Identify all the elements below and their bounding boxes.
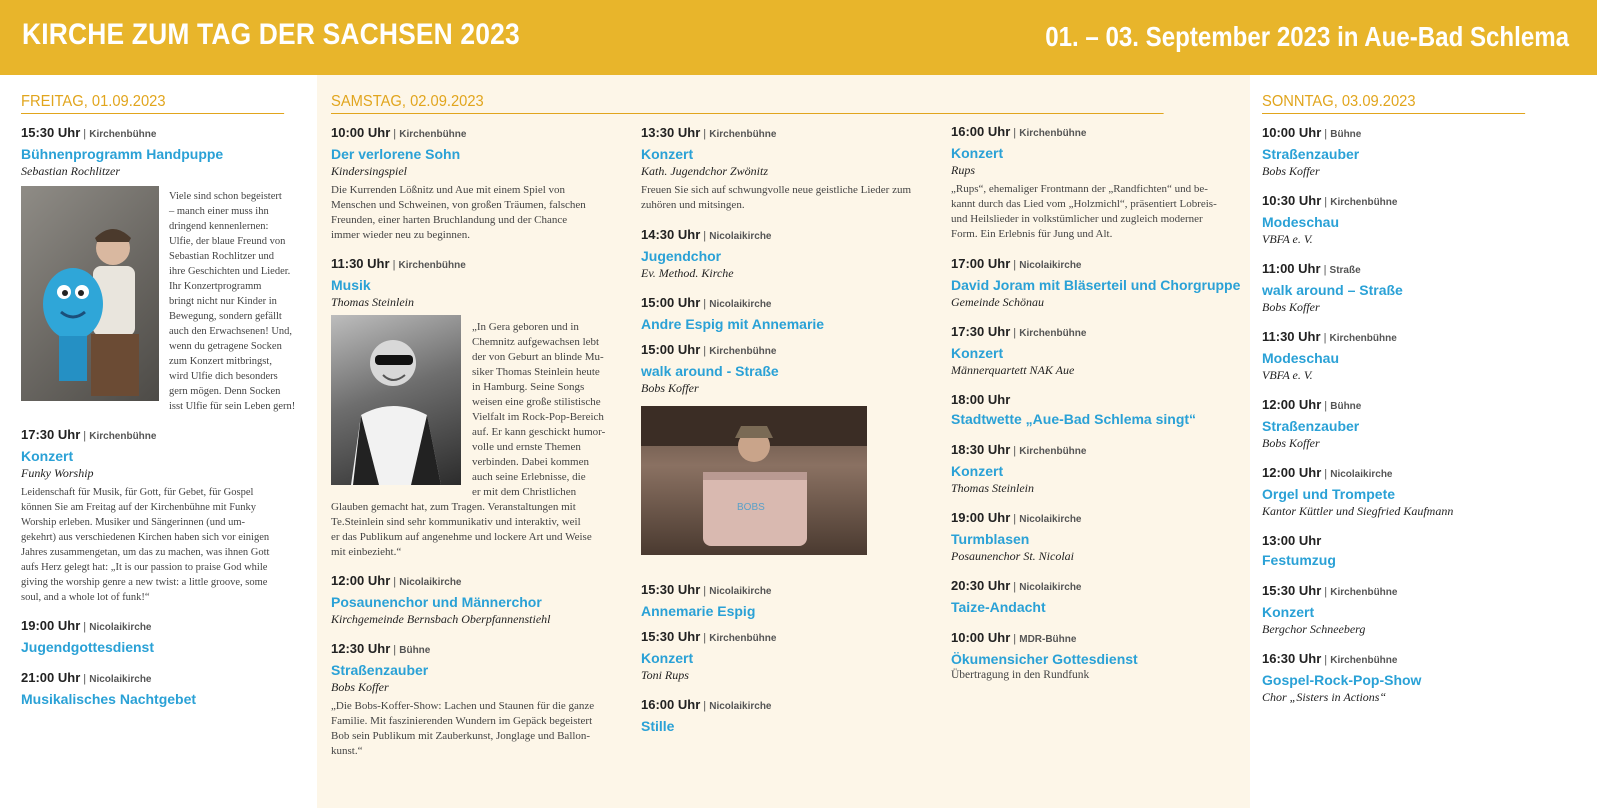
- venue-label: Nicolaikirche: [1330, 469, 1393, 480]
- page-title: KIRCHE ZUM TAG DER SACHSEN 2023: [22, 18, 520, 51]
- venue-separator: |: [390, 128, 400, 140]
- time-value: 20:30 Uhr: [951, 578, 1011, 593]
- venue-label: MDR-Bühne: [1019, 634, 1077, 645]
- event-title: Konzert: [641, 146, 694, 162]
- day-heading-sunday: SONNTAG, 03.09.2023: [1262, 93, 1525, 114]
- event-title: Musikalisches Nachtgebet: [21, 691, 197, 707]
- event-title: Stille: [641, 718, 675, 734]
- time-value: 12:30 Uhr: [331, 641, 391, 656]
- event-time: [951, 123, 1236, 142]
- event-entry: [641, 628, 931, 683]
- event-description: [169, 189, 307, 414]
- venue-separator: |: [700, 632, 710, 644]
- event-entry: [1262, 464, 1548, 519]
- description-line: immer wieder neu zu beginnen.: [331, 229, 470, 241]
- venue-separator: |: [1010, 513, 1020, 525]
- description-line: dringend kennenlernen:: [169, 221, 269, 232]
- description-line: Chemnitz aufgewachsen lebt: [472, 336, 600, 348]
- event-time: [1262, 396, 1548, 415]
- time-value: 11:30 Uhr: [331, 256, 390, 271]
- event-title: Posaunenchor und Männerchor: [331, 594, 542, 610]
- description-line: ihre Geschichten und Lieder.: [169, 266, 291, 277]
- description-line: Bob sein Publikum mit Zauberkunst, Jonglage und Ballon-: [331, 730, 591, 742]
- description-line: Glauben gemacht hat, zum Tragen. Veranstaltungen mit: [331, 501, 576, 513]
- event-performer: Bobs Koffer: [1262, 164, 1320, 178]
- event-description: [472, 320, 611, 500]
- event-title: Musik: [331, 277, 371, 293]
- time-value: 17:30 Uhr: [951, 324, 1011, 339]
- description-line: Worship erleben. Musiker und Sängerinnen (und um-: [21, 517, 245, 528]
- event-title: Andre Espig mit Annemarie: [641, 316, 825, 332]
- event-time: [951, 509, 1236, 528]
- event-description: [951, 182, 1236, 242]
- venue-separator: |: [700, 230, 710, 242]
- event-description: [21, 485, 307, 605]
- venue-label: Nicolaikirche: [399, 577, 462, 588]
- event-entry: [641, 124, 931, 213]
- description-line: Menschen und Schweinen, von großen Träumen, falschen: [331, 199, 586, 211]
- event-description: [331, 183, 611, 243]
- description-line: Ihr Konzertprogramm: [169, 281, 262, 292]
- description-line: Freunden, einer harten Bruchlandung und der Chance: [331, 214, 568, 226]
- event-entry: [641, 341, 931, 396]
- time-value: 18:30 Uhr: [951, 442, 1011, 457]
- venue-label: Kirchenbühne: [709, 129, 777, 140]
- event-entry: [1262, 532, 1548, 569]
- description-line: Form. Ein Erlebnis für Jung und Alt.: [951, 228, 1113, 240]
- event-title: David Joram mit Bläserteil und Chorgruppe: [951, 277, 1241, 293]
- event-time: [21, 617, 307, 636]
- event-performer: Gemeinde Schönau: [951, 295, 1044, 309]
- event-entry: [951, 441, 1236, 496]
- venue-separator: |: [700, 298, 710, 310]
- description-line: er das Publikum auf angenehme und lockere Art und Weise: [331, 531, 592, 543]
- time-value: 11:30 Uhr: [1262, 329, 1321, 344]
- description-line: Leidenschaft für Musik, für Gott, für Gebet, für Gospel: [21, 487, 254, 498]
- venue-label: Kirchenbühne: [1019, 446, 1087, 457]
- venue-separator: |: [390, 576, 400, 588]
- time-value: 10:00 Uhr: [1262, 125, 1322, 140]
- event-title: Straßenzauber: [1262, 146, 1360, 162]
- description-line: mit einbezieht.“: [331, 546, 402, 558]
- venue-separator: |: [1010, 259, 1020, 271]
- venue-separator: |: [1321, 468, 1331, 480]
- venue-separator: |: [1320, 332, 1330, 344]
- time-value: 15:30 Uhr: [641, 629, 701, 644]
- venue-separator: |: [700, 345, 710, 357]
- event-title: Modeschau: [1262, 350, 1340, 366]
- event-title: Jugendchor: [641, 248, 722, 264]
- time-value: 14:30 Uhr: [641, 227, 701, 242]
- event-time: [641, 581, 931, 600]
- venue-label: Kirchenbühne: [1330, 655, 1398, 666]
- event-time: [951, 629, 1236, 648]
- event-time: [641, 124, 931, 143]
- time-value: 12:00 Uhr: [331, 573, 391, 588]
- description-line: isst Ulfie für sein Leben gern!: [169, 401, 296, 412]
- event-performer: Bergchor Schneeberg: [1262, 622, 1366, 636]
- event-entry: [1262, 124, 1548, 179]
- description-line: der von Geburt an blinde Mu-: [472, 351, 604, 363]
- event-entry: [21, 426, 307, 605]
- event-title: walk around – Straße: [1262, 282, 1403, 298]
- time-value: 13:30 Uhr: [641, 125, 701, 140]
- description-line: er mit dem Christlichen: [472, 486, 577, 498]
- time-value: 21:00 Uhr: [21, 670, 81, 685]
- venue-separator: |: [1010, 445, 1020, 457]
- event-entry: [331, 572, 611, 627]
- event-performer: Toni Rups: [641, 668, 689, 682]
- venue-label: Bühne: [399, 645, 431, 656]
- time-value: 15:30 Uhr: [21, 125, 81, 140]
- event-time: [1262, 582, 1548, 601]
- event-time: [21, 124, 307, 143]
- venue-separator: |: [1321, 654, 1331, 666]
- time-value: 10:30 Uhr: [1262, 193, 1322, 208]
- event-entry: [331, 124, 611, 243]
- event-time: [1262, 192, 1548, 211]
- event-entry: [951, 255, 1241, 310]
- event-title: Konzert: [641, 650, 694, 666]
- time-value: 15:30 Uhr: [1262, 583, 1322, 598]
- event-performer: Ev. Method. Kirche: [641, 266, 734, 280]
- venue-label: Straße: [1329, 265, 1361, 276]
- venue-label: Kirchenbühne: [89, 129, 157, 140]
- event-time: [331, 124, 611, 143]
- description-line: Die Kurrenden Lößnitz und Aue mit einem Spiel von: [331, 184, 566, 196]
- event-title: Annemarie Espig: [641, 603, 756, 619]
- event-performer: Bobs Koffer: [1262, 436, 1320, 450]
- event-time: [1262, 650, 1548, 669]
- event-note: Übertragung in den Rundfunk: [951, 669, 1090, 681]
- event-entry: [1262, 650, 1548, 705]
- time-value: 15:30 Uhr: [641, 582, 701, 597]
- description-line: zum Konzert mitbringst,: [169, 356, 272, 367]
- event-entry: [21, 617, 307, 656]
- description-line: Familie. Mit faszinierenden Wundern im Gepäck begeistert: [331, 715, 593, 727]
- event-entry: [331, 640, 611, 759]
- event-title: Festumzug: [1262, 552, 1336, 568]
- header-banner: [0, 0, 1597, 75]
- time-value: 16:00 Uhr: [951, 124, 1011, 139]
- event-entry: [951, 577, 1236, 616]
- time-value: 12:00 Uhr: [1262, 397, 1322, 412]
- description-line: auf. Er kann geschickt humor-: [472, 426, 606, 438]
- event-time: [21, 426, 307, 445]
- event-time: [1262, 464, 1548, 483]
- event-title: Konzert: [1262, 604, 1315, 620]
- venue-separator: |: [1010, 633, 1020, 645]
- event-entry: [1262, 260, 1548, 315]
- suitcase-photo: [641, 406, 867, 555]
- description-line: bringt nicht nur Kinder in: [169, 296, 277, 307]
- venue-separator: |: [1321, 400, 1331, 412]
- event-title: walk around - Straße: [641, 363, 779, 379]
- event-entry: [21, 669, 307, 708]
- event-title: Konzert: [21, 448, 74, 464]
- venue-label: Kirchenbühne: [1019, 128, 1087, 139]
- time-value: 11:00 Uhr: [1262, 261, 1321, 276]
- event-time: [1262, 124, 1548, 143]
- event-title: Jugendgottesdienst: [21, 639, 155, 655]
- venue-separator: |: [389, 259, 399, 271]
- event-time: [331, 572, 611, 591]
- time-value: 17:00 Uhr: [951, 256, 1011, 271]
- venue-separator: |: [1010, 581, 1020, 593]
- description-line: wenn du getragene Socken: [169, 341, 282, 352]
- venue-label: Kirchenbühne: [709, 346, 777, 357]
- event-time: [951, 323, 1236, 342]
- event-entry: [951, 323, 1236, 378]
- event-performer: Rups: [951, 163, 975, 177]
- venue-separator: |: [80, 673, 90, 685]
- event-time: [21, 669, 307, 688]
- venue-separator: |: [1010, 327, 1020, 339]
- description-line: volle und ernste Themen: [472, 441, 581, 453]
- time-value: 18:00 Uhr: [951, 392, 1011, 407]
- venue-separator: |: [80, 430, 90, 442]
- description-line: aufs Herz gelegt hat: „It is our passion to praise God while: [21, 562, 268, 573]
- description-line: Jahres zusammengetan, um das zu machen, was ihnen Gott: [21, 547, 270, 558]
- event-entry: [951, 629, 1236, 683]
- event-performer: VBFA e. V.: [1262, 368, 1313, 382]
- time-value: 19:00 Uhr: [951, 510, 1011, 525]
- event-title: Konzert: [951, 345, 1004, 361]
- time-value: 16:00 Uhr: [641, 697, 701, 712]
- description-line: Bewegung, sondern gefällt: [169, 311, 282, 322]
- event-performer: Kantor Küttler und Siegfried Kaufmann: [1262, 504, 1454, 518]
- event-performer: Posaunenchor St. Nicolai: [951, 549, 1074, 563]
- description-line: Viele sind schon begeistert: [169, 191, 282, 202]
- event-time: [331, 640, 611, 659]
- description-line: „Die Bobs-Koffer-Show: Lachen und Staunen für die ganze: [331, 700, 595, 712]
- description-line: können Sie am Freitag auf der Kirchenbühne mit Funky: [21, 502, 257, 513]
- event-time: [1262, 532, 1548, 549]
- event-performer: Kath. Jugendchor Zwönitz: [641, 164, 769, 178]
- venue-label: Kirchenbühne: [1329, 333, 1397, 344]
- time-value: 17:30 Uhr: [21, 427, 81, 442]
- description-line: Vielfalt im Rock-Pop-Bereich: [472, 411, 604, 423]
- venue-label: Kirchenbühne: [1019, 328, 1087, 339]
- event-title: Taize-Andacht: [951, 599, 1046, 615]
- venue-separator: |: [80, 621, 90, 633]
- description-line: verbinden. Dabei kommen: [472, 456, 589, 468]
- event-title: Modeschau: [1262, 214, 1340, 230]
- description-line: gekehrt) aus verschiedenen Kirchen haben sich vor einigen: [21, 532, 270, 543]
- event-title: Bühnenprogramm Handpuppe: [21, 146, 224, 162]
- venue-separator: |: [1320, 264, 1330, 276]
- event-time: [951, 577, 1236, 596]
- event-time: [641, 628, 931, 647]
- event-performer: Sebastian Rochlitzer: [21, 164, 120, 178]
- event-time: [331, 255, 611, 274]
- event-title: Straßenzauber: [1262, 418, 1360, 434]
- venue-label: Kirchenbühne: [1330, 587, 1398, 598]
- description-line: Ulfie, der blaue Freund von: [169, 236, 286, 247]
- event-performer: Kindersingspiel: [331, 164, 408, 178]
- venue-separator: |: [700, 700, 710, 712]
- venue-label: Kirchenbühne: [399, 129, 467, 140]
- venue-label: Nicolaikirche: [1019, 582, 1082, 593]
- event-entry: [951, 391, 1236, 428]
- venue-label: Bühne: [1330, 401, 1362, 412]
- venue-label: Bühne: [1330, 129, 1362, 140]
- venue-separator: |: [700, 585, 710, 597]
- event-title: Turmblasen: [951, 531, 1030, 547]
- event-title: Orgel und Trompete: [1262, 486, 1396, 502]
- event-title: Ökumensicher Gottesdienst: [951, 651, 1138, 667]
- event-entry: [641, 696, 931, 735]
- venue-label: Kirchenbühne: [398, 260, 466, 271]
- description-line: siker Thomas Steinlein heute: [472, 366, 600, 378]
- event-entry: [951, 123, 1236, 242]
- event-entry: [1262, 328, 1548, 383]
- venue-label: Kirchenbühne: [709, 633, 777, 644]
- venue-label: Nicolaikirche: [89, 622, 152, 633]
- event-title: Stadtwette „Aue-Bad Schlema singt“: [951, 411, 1197, 427]
- description-line: „Rups“, ehemaliger Frontmann der „Randfichten“ und be-: [951, 183, 1208, 195]
- description-line: soul, and a whole lot of funk!“: [21, 592, 150, 603]
- description-line: Sebastian Rochlitzer und: [169, 251, 274, 262]
- event-time: [951, 255, 1236, 274]
- event-performer: Thomas Steinlein: [951, 481, 1034, 495]
- venue-label: Nicolaikirche: [709, 701, 772, 712]
- description-line: Te.Steinlein sind sehr kommunikativ und interaktiv, weil: [331, 516, 581, 528]
- event-performer: Chor „Sisters in Actions“: [1262, 690, 1387, 704]
- description-line: Freuen Sie sich auf schwungvolle neue geistliche Lieder zum: [641, 184, 912, 196]
- description-line: „In Gera geboren und in: [472, 321, 579, 333]
- event-time: [641, 226, 931, 245]
- venue-separator: |: [700, 128, 710, 140]
- venue-label: Kirchenbühne: [1330, 197, 1398, 208]
- musician-photo: [331, 315, 461, 485]
- description-line: – manch einer muss ihn: [169, 206, 269, 217]
- venue-label: Nicolaikirche: [709, 586, 772, 597]
- event-entry: [641, 581, 931, 620]
- event-entry: [1262, 396, 1548, 451]
- event-performer: Funky Worship: [21, 466, 94, 480]
- event-title: Straßenzauber: [331, 662, 429, 678]
- time-value: 10:00 Uhr: [951, 630, 1011, 645]
- venue-separator: |: [80, 128, 90, 140]
- event-title: Konzert: [951, 463, 1004, 479]
- sunday-column: [1262, 93, 1548, 718]
- day-heading-saturday: SAMSTAG, 02.09.2023: [331, 93, 1164, 114]
- venue-label: Nicolaikirche: [89, 674, 152, 685]
- event-title: Gospel-Rock-Pop-Show: [1262, 672, 1422, 688]
- event-time: [951, 391, 1236, 408]
- event-entry: [1262, 582, 1548, 637]
- venue-label: Nicolaikirche: [709, 299, 772, 310]
- venue-separator: |: [390, 644, 400, 656]
- event-performer: Kirchgemeinde Bernsbach Oberpfannenstiehl: [331, 612, 551, 626]
- event-entry: [951, 509, 1236, 564]
- event-time: [641, 294, 931, 313]
- description-line: gern mögen. Denn Socken: [169, 386, 281, 397]
- event-performer: VBFA e. V.: [1262, 232, 1313, 246]
- event-entry: [641, 226, 931, 281]
- description-line: weisen eine große stilistische: [472, 396, 601, 408]
- puppet-photo: [21, 186, 159, 401]
- venue-label: Nicolaikirche: [1019, 260, 1082, 271]
- venue-separator: |: [1321, 196, 1331, 208]
- time-value: 12:00 Uhr: [1262, 465, 1322, 480]
- venue-label: Nicolaikirche: [1019, 514, 1082, 525]
- day-heading-friday: FREITAG, 01.09.2023: [21, 93, 284, 114]
- event-title: Der verlorene Sohn: [331, 146, 461, 162]
- description-line: und Heilslieder in volkstümlicher und zugleich moderner: [951, 213, 1203, 225]
- time-value: 16:30 Uhr: [1262, 651, 1322, 666]
- description-line: zuhören und mitsingen.: [641, 199, 745, 211]
- description-line: auch den Erwachsenen! Und,: [169, 326, 293, 337]
- event-performer: Bobs Koffer: [641, 381, 699, 395]
- venue-separator: |: [1321, 586, 1331, 598]
- event-title: Konzert: [951, 145, 1004, 161]
- event-performer: Thomas Steinlein: [331, 295, 414, 309]
- event-time: [1262, 260, 1548, 279]
- time-value: 13:00 Uhr: [1262, 533, 1322, 548]
- description-line: wird Ulfie dich besonders: [169, 371, 278, 382]
- saturday-column-3: [951, 123, 1241, 696]
- event-time: [641, 696, 931, 715]
- event-description: [641, 183, 931, 213]
- event-performer: Bobs Koffer: [331, 680, 389, 694]
- venue-separator: |: [1010, 127, 1020, 139]
- event-time: [1262, 328, 1548, 347]
- description-line: kunst.“: [331, 745, 363, 757]
- venue-label: Kirchenbühne: [89, 431, 157, 442]
- time-value: 15:00 Uhr: [641, 342, 701, 357]
- description-line: giving the worship genre a new twist: a little groove, some: [21, 577, 268, 588]
- description-line: auch seine Erlebnisse, die: [472, 471, 586, 483]
- time-value: 15:00 Uhr: [641, 295, 701, 310]
- time-value: 19:00 Uhr: [21, 618, 81, 633]
- description-line: in Hamburg. Seine Songs: [472, 381, 585, 393]
- event-entry: [641, 294, 931, 333]
- event-dates: 01. – 03. September 2023 in Aue-Bad Schlema: [1045, 21, 1569, 52]
- time-value: 10:00 Uhr: [331, 125, 391, 140]
- event-time: [951, 441, 1236, 460]
- venue-label: Nicolaikirche: [709, 231, 772, 242]
- event-performer: Bobs Koffer: [1262, 300, 1320, 314]
- event-time: [641, 341, 931, 360]
- svg-text:BOBS: BOBS: [737, 502, 765, 513]
- venue-separator: |: [1321, 128, 1331, 140]
- description-line: kannt durch das Lied vom „Holzmichl“, präsentiert Lobreis-: [951, 198, 1217, 210]
- event-entry: [1262, 192, 1548, 247]
- event-description: [331, 699, 611, 759]
- event-performer: Männerquartett NAK Aue: [951, 363, 1075, 377]
- event-description: [331, 500, 611, 560]
